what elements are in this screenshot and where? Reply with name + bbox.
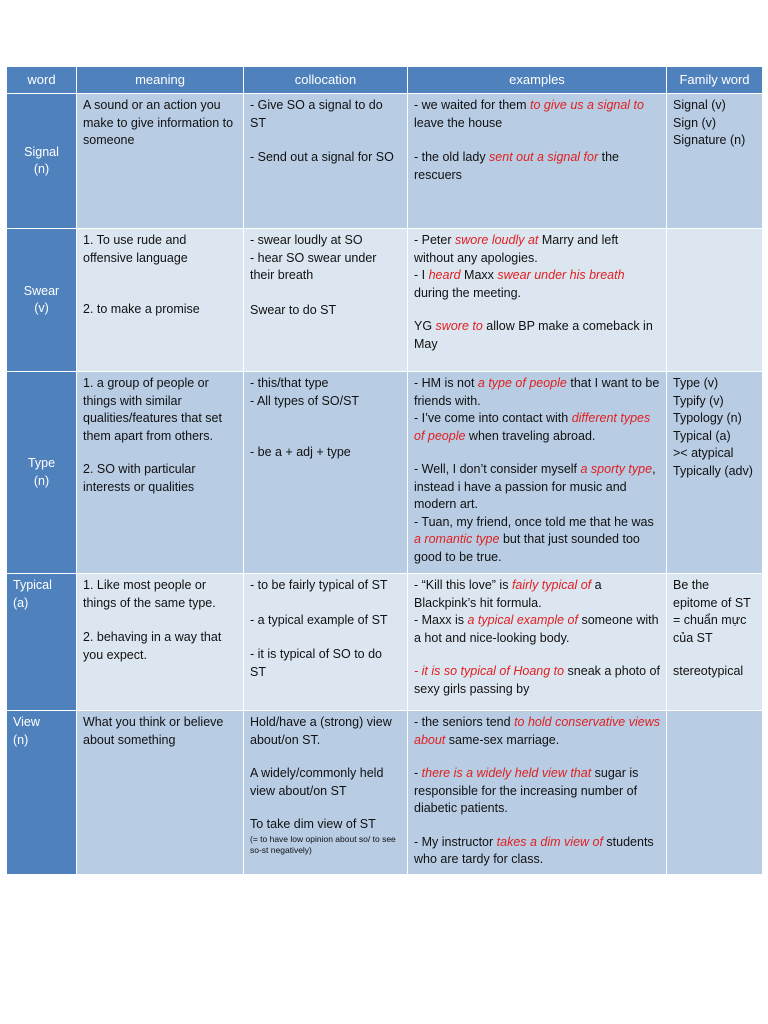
meaning-text: 2. behaving in a way that you expect.	[83, 630, 222, 662]
table-row-type	[7, 372, 763, 574]
collocation-text: To take dim view of ST	[250, 817, 376, 831]
word-cell-typical	[7, 574, 77, 711]
header-word: word	[7, 67, 77, 94]
collocation-text: - swear loudly at SO	[250, 233, 363, 247]
highlight-phrase: different types of people	[414, 411, 651, 443]
family-word: Typify (v)	[673, 393, 724, 408]
word-text: Signal	[24, 144, 59, 159]
highlight-phrase: - it is so typical of Hoang to	[414, 664, 565, 678]
word-cell-type	[7, 372, 77, 574]
header-row	[7, 67, 763, 94]
header-examples: examples	[408, 67, 667, 94]
word-pos: (n)	[33, 473, 50, 488]
family-word: Be the epitome of ST = chuẩn mực của ST	[673, 578, 751, 645]
family-word: Sign (v)	[673, 115, 717, 130]
collocation-text: A widely/commonly held view about/on ST	[250, 766, 384, 798]
meaning-cell-type	[77, 372, 244, 574]
examples-cell-signal	[408, 94, 667, 229]
example-sentence: - I heard Maxx swear under his breath during the meeting.	[414, 268, 625, 300]
meaning-cell-swear	[77, 229, 244, 372]
example-sentence: - it is so typical of Hoang to sneak a photo of sexy girls passing by	[414, 664, 660, 696]
word-pos: (n)	[13, 732, 29, 747]
family-word: Typology (n)	[673, 411, 742, 425]
word-text: Typical	[13, 578, 52, 592]
examples-cell-typical	[408, 574, 667, 711]
word-pos: (v)	[34, 301, 49, 315]
collocation-text: Hold/have a (strong) view about/on ST.	[250, 715, 392, 747]
meaning-cell-view	[77, 711, 244, 875]
collocation-text: - Send out a signal for SO	[250, 150, 394, 164]
meaning-text: 2. to make a promise	[83, 302, 200, 316]
example-sentence: YG swore to allow BP make a comeback in May	[414, 319, 653, 351]
vocabulary-table	[6, 66, 763, 875]
table-row-swear	[7, 229, 763, 372]
meaning-text: 1. a group of people or things with similar qualities/features that set them apart from others.	[83, 376, 222, 443]
meaning-text: 1. Like most people or things of the same type.	[83, 578, 216, 610]
highlight-phrase: to hold conservative views about	[414, 715, 660, 747]
word-text: View	[13, 715, 40, 729]
collocation-text: Swear to do ST	[250, 302, 337, 317]
family-word: >< atypical	[673, 446, 734, 460]
example-sentence: - there is a widely held view that sugar is responsible for the increasing number of diabetic patients.	[414, 766, 639, 815]
family-cell-type	[667, 372, 763, 574]
highlight-phrase: a typical example of	[467, 613, 578, 627]
meaning-text: What you think or believe about something	[83, 715, 224, 747]
word-cell-swear	[7, 229, 77, 372]
family-word: Signal (v)	[673, 98, 726, 112]
highlight-phrase: a type of people	[477, 376, 567, 390]
example-sentence: - Peter swore loudly at Marry and left without any apologies.	[414, 233, 619, 265]
example-sentence: - Tuan, my friend, once told me that he was a romantic type but that just sounded too good to be true.	[414, 514, 654, 564]
word-cell-view	[7, 711, 77, 875]
examples-cell-view	[408, 711, 667, 875]
examples-cell-swear	[408, 229, 667, 372]
collocation-text: - hear SO swear under their breath	[250, 250, 377, 282]
word-pos: (a)	[13, 595, 29, 610]
highlight-phrase: sent out a signal for	[489, 150, 599, 164]
highlight-phrase: swore to	[435, 319, 483, 333]
collocation-text: - to be fairly typical of ST	[250, 578, 388, 592]
highlight-phrase: a sporty type	[580, 462, 653, 476]
collocation-cell-swear	[244, 229, 408, 372]
collocation-text: - it is typical of SO to do ST	[250, 647, 382, 679]
example-sentence: - the old lady sent out a signal for the rescuers	[414, 150, 620, 182]
highlight-phrase: fairly typical of	[511, 578, 592, 592]
highlight-phrase: to give us a signal to	[530, 98, 644, 112]
collocation-note: (= to have low opinion about so/ to see so-st negatively)	[250, 833, 396, 855]
family-cell-typical	[667, 574, 763, 711]
meaning-text: 2. SO with particular interests or qualities	[83, 462, 196, 494]
examples-cell-type	[408, 372, 667, 574]
highlight-phrase: swore loudly at	[455, 233, 539, 247]
collocation-text: - Give SO a signal to do ST	[250, 98, 383, 130]
word-cell-signal	[7, 94, 77, 229]
highlight-phrase: there is a widely held view that	[421, 766, 592, 780]
family-word: stereotypical	[673, 664, 744, 678]
collocation-text: - this/that type	[250, 376, 329, 390]
example-sentence: - Well, I don’t consider myself a sporty type, instead i have a passion for music and modern art.	[414, 462, 656, 511]
collocation-text: - a typical example of ST	[250, 612, 388, 627]
meaning-cell-typical	[77, 574, 244, 711]
collocation-text: - be a + adj + type	[250, 445, 351, 459]
header-collocation: collocation	[244, 67, 408, 94]
collocation-cell-signal	[244, 94, 408, 229]
meaning-cell-signal	[77, 94, 244, 229]
header-meaning: meaning	[77, 67, 244, 94]
header-family-word: Family word	[667, 67, 763, 94]
family-cell-swear	[667, 229, 763, 372]
example-sentence: - “Kill this love” is fairly typical of a Blackpink’s hit formula.	[414, 578, 602, 610]
collocation-cell-type	[244, 372, 408, 574]
family-word: Type (v)	[673, 376, 719, 390]
highlight-phrase: a romantic type	[414, 532, 500, 546]
meaning-text: A sound or an action you make to give information to someone	[83, 98, 234, 147]
family-cell-view	[667, 711, 763, 875]
word-pos: (n)	[33, 162, 50, 176]
example-sentence: - we waited for them to give us a signal to leave the house	[414, 98, 644, 130]
word-text: Swear	[23, 283, 60, 298]
family-word: Typically (adv)	[673, 463, 753, 478]
family-word: Signature (n)	[673, 133, 746, 147]
word-text: Type	[27, 456, 56, 470]
collocation-cell-typical	[244, 574, 408, 711]
example-sentence: - Maxx is a typical example of someone with a hot and nice-looking body.	[414, 613, 659, 645]
highlight-phrase: takes a dim view of	[496, 834, 603, 849]
table-row-signal	[7, 94, 763, 229]
example-sentence: - My instructor takes a dim view of students who are tardy for class.	[414, 834, 654, 866]
family-word: Typical (a)	[673, 428, 731, 443]
table-row-typical	[7, 574, 763, 711]
collocation-text: - All types of SO/ST	[250, 393, 360, 408]
highlight-phrase: heard	[428, 268, 461, 282]
example-sentence: - the seniors tend to hold conservative views about same-sex marriage.	[414, 715, 660, 747]
collocation-cell-view	[244, 711, 408, 875]
example-sentence: - HM is not a type of people that I want to be friends with.	[414, 376, 660, 408]
highlight-phrase: swear under his breath	[497, 268, 625, 282]
family-cell-signal	[667, 94, 763, 229]
example-sentence: - I’ve come into contact with different types of people when traveling abroad.	[414, 411, 651, 443]
table-row-view	[7, 711, 763, 875]
meaning-text: 1. To use rude and offensive language	[83, 233, 188, 265]
